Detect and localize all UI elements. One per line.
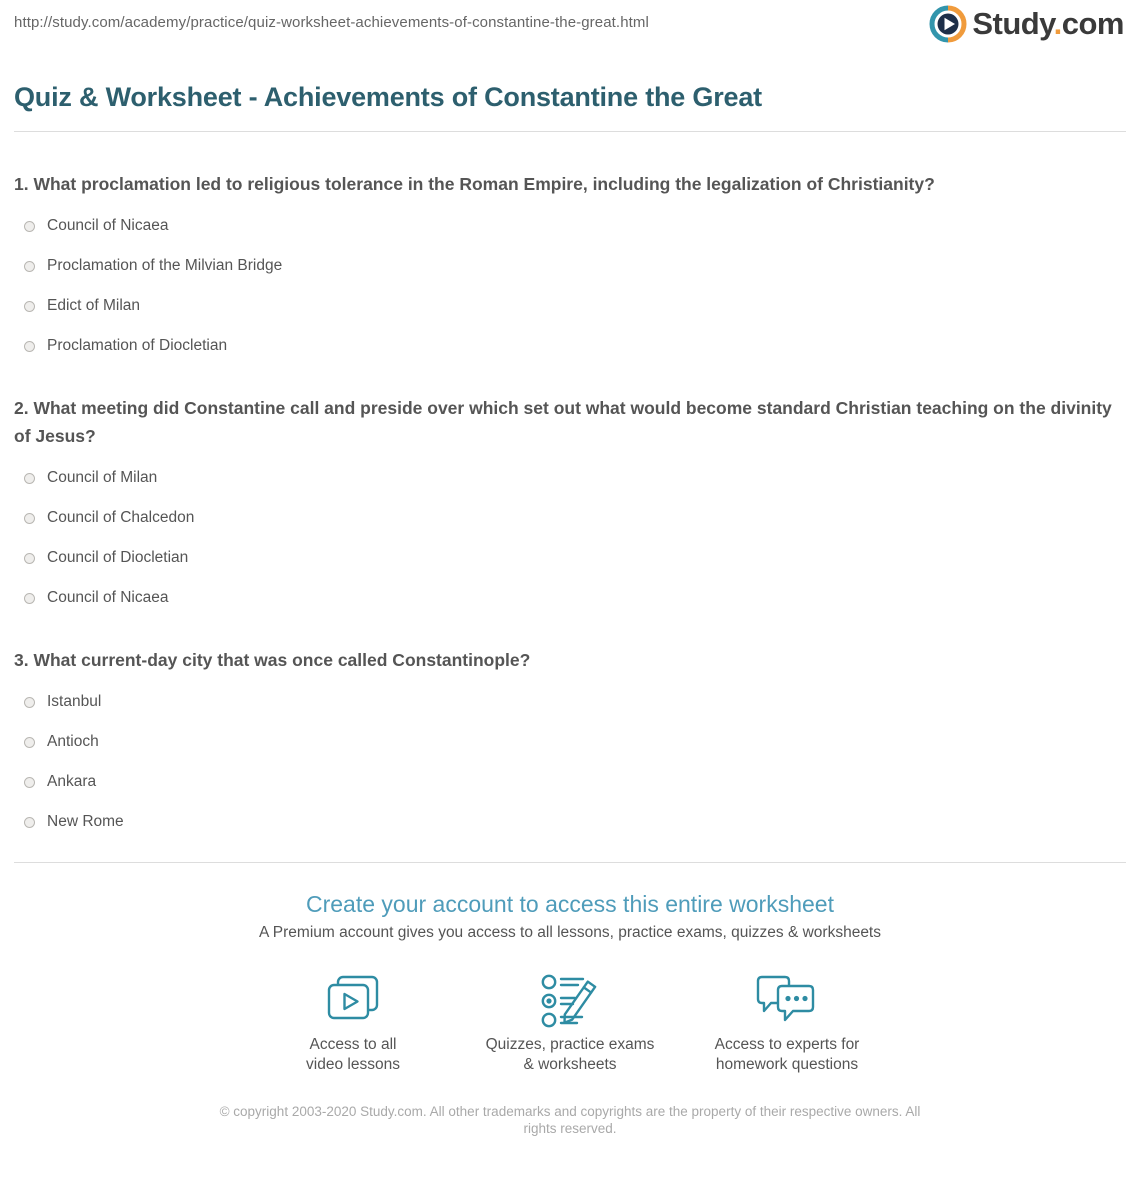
video-lessons-icon	[245, 973, 462, 1029]
answer-option[interactable]	[24, 548, 1126, 568]
studycom-logo-icon	[929, 5, 967, 43]
answer-option[interactable]	[24, 468, 1126, 488]
answer-option[interactable]	[24, 256, 1126, 276]
answer-option[interactable]	[24, 336, 1126, 356]
radio-button[interactable]	[24, 473, 35, 484]
option-label[interactable]: Edict of Milan	[47, 297, 141, 314]
question-2-heading: 2. What meeting did Constantine call and preside over which set out what would become standard Christian teaching on the divinity of Jesus?	[14, 398, 1112, 446]
feature-homework-experts	[679, 973, 896, 1075]
quiz-section	[14, 170, 1126, 832]
cta-title: Create your account to access this entire worksheet	[306, 891, 834, 917]
question-1-heading: 1. What proclamation led to religious tolerance in the Roman Empire, including the legalization of Christianity?	[14, 174, 935, 194]
radio-button[interactable]	[24, 697, 35, 708]
create-account-section	[0, 889, 1140, 1075]
question-3-options	[14, 692, 1126, 832]
quizzes-worksheets-icon	[462, 973, 679, 1029]
copyright-footer: © copyright 2003-2020 Study.com. All other trademarks and copyrights are the property of their respective owners. All rights reserved.	[219, 1104, 921, 1136]
feature-label: Access to experts for homework questions	[714, 1036, 860, 1073]
title-divider	[14, 131, 1126, 132]
feature-label: Access to all video lessons	[306, 1036, 400, 1073]
answer-option[interactable]	[24, 296, 1126, 316]
radio-button[interactable]	[24, 301, 35, 312]
radio-button[interactable]	[24, 261, 35, 272]
studycom-logo[interactable]	[929, 5, 1124, 43]
question-2-options	[14, 468, 1126, 608]
answer-option[interactable]	[24, 812, 1126, 832]
feature-video-lessons	[245, 973, 462, 1075]
page-header	[0, 0, 1140, 50]
option-label[interactable]: Antioch	[47, 733, 99, 750]
radio-button[interactable]	[24, 817, 35, 828]
feature-quizzes-worksheets	[462, 973, 679, 1075]
question-2	[14, 394, 1126, 608]
homework-experts-icon	[679, 973, 896, 1029]
answer-option[interactable]	[24, 216, 1126, 236]
option-label[interactable]: Ankara	[47, 773, 97, 790]
radio-button[interactable]	[24, 513, 35, 524]
page-title: Quiz & Worksheet - Achievements of Constantine the Great	[14, 82, 762, 112]
question-3-heading: 3. What current-day city that was once called Constantinople?	[14, 650, 531, 670]
features-row	[0, 973, 1140, 1075]
radio-button[interactable]	[24, 221, 35, 232]
answer-option[interactable]	[24, 508, 1126, 528]
page-url: http://study.com/academy/practice/quiz-worksheet-achievements-of-constantine-the-great.html	[14, 14, 649, 31]
cta-subtitle: A Premium account gives you access to all lessons, practice exams, quizzes & worksheets	[259, 924, 881, 941]
option-label[interactable]: Council of Nicaea	[47, 217, 169, 234]
cta-divider	[14, 862, 1126, 863]
option-label[interactable]: Council of Chalcedon	[47, 509, 195, 526]
question-1-options	[14, 216, 1126, 356]
studycom-logo-text: Study.com	[972, 6, 1124, 41]
answer-option[interactable]	[24, 732, 1126, 752]
option-label[interactable]: Istanbul	[47, 693, 102, 710]
answer-option[interactable]	[24, 772, 1126, 792]
feature-label: Quizzes, practice exams & worksheets	[485, 1036, 655, 1073]
option-label[interactable]: Council of Diocletian	[47, 549, 189, 566]
option-label[interactable]: Proclamation of the Milvian Bridge	[47, 257, 283, 274]
option-label[interactable]: New Rome	[47, 813, 124, 830]
answer-option[interactable]	[24, 692, 1126, 712]
answer-option[interactable]	[24, 588, 1126, 608]
question-3	[14, 646, 1126, 832]
radio-button[interactable]	[24, 593, 35, 604]
option-label[interactable]: Council of Milan	[47, 469, 158, 486]
radio-button[interactable]	[24, 341, 35, 352]
radio-button[interactable]	[24, 553, 35, 564]
option-label[interactable]: Proclamation of Diocletian	[47, 337, 228, 354]
option-label[interactable]: Council of Nicaea	[47, 589, 169, 606]
radio-button[interactable]	[24, 777, 35, 788]
radio-button[interactable]	[24, 737, 35, 748]
question-1	[14, 170, 1126, 356]
